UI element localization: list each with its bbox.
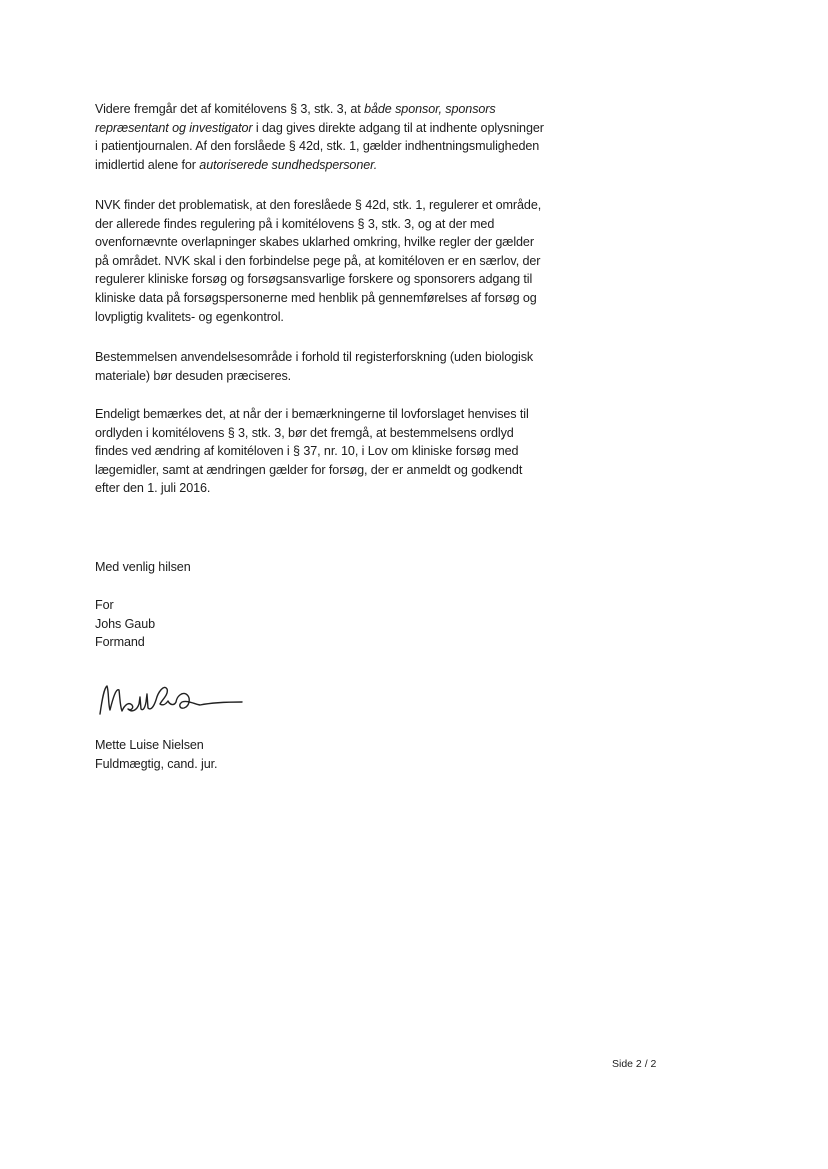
text-line: regulerer kliniske forsøg og forsøgsansvarlige forskere og sponsorers adgang til bbox=[95, 272, 533, 287]
text-line: materiale) bør desuden præciseres. bbox=[95, 368, 292, 383]
text-line: lovpligtig kvalitets- og egenkontrol. bbox=[95, 309, 284, 324]
closing-greeting: Med venlig hilsen bbox=[95, 560, 191, 574]
text-line: findes ved ændring af komitéloven i § 37, nr. 10, i Lov om kliniske forsøg med bbox=[95, 444, 519, 459]
italic-text-run: autoriserede sundhedspersoner. bbox=[199, 157, 378, 172]
signer-title: Fuldmægtig, cand. jur. bbox=[95, 756, 218, 771]
signer-name: Mette Luise Nielsen bbox=[95, 738, 204, 752]
signoff-block bbox=[95, 596, 595, 652]
handwritten-signature bbox=[96, 680, 246, 722]
text-run: i dag gives direkte adgang til at indhente oplysninger bbox=[252, 120, 544, 135]
paragraph-register-research bbox=[95, 348, 595, 385]
signer-block bbox=[95, 736, 595, 773]
text-line: ordlyden i komitélovens § 3, stk. 3, bør det fremgå, at bestemmelsens ordlyd bbox=[95, 425, 514, 440]
text-line bbox=[95, 119, 595, 138]
text-line: der allerede findes regulering på i komitélovens § 3, stk. 3, og at der med bbox=[95, 216, 495, 231]
italic-text-run: både sponsor, sponsors bbox=[364, 102, 496, 116]
signoff-title: Formand bbox=[95, 635, 145, 650]
text-line: NVK finder det problematisk, at den foreslåede § 42d, stk. 1, regulerer et område, bbox=[95, 198, 542, 212]
page-number: Side 2 / 2 bbox=[612, 1058, 657, 1070]
text-line: lægemidler, samt at ændringen gælder for forsøg, der er anmeldt og godkendt bbox=[95, 462, 523, 477]
signoff-name: Johs Gaub bbox=[95, 616, 156, 631]
text-line: Endeligt bemærkes det, at når der i bemærkningerne til lovforslaget henvises til bbox=[95, 407, 529, 421]
paragraph-access-rules bbox=[95, 100, 595, 174]
text-line: efter den 1. juli 2016. bbox=[95, 481, 211, 496]
text-run: Videre fremgår det af komitélovens § 3, stk. 3, at bbox=[95, 102, 365, 116]
signoff-for: For bbox=[95, 598, 114, 612]
text-line: Bestemmelsen anvendelsesområde i forhold til registerforskning (uden biologisk bbox=[95, 350, 534, 364]
text-line bbox=[95, 100, 595, 119]
text-line bbox=[95, 156, 595, 175]
italic-text-run: repræsentant og investigator bbox=[95, 120, 253, 135]
text-run: imidlertid alene for bbox=[95, 157, 200, 172]
text-line: på området. NVK skal i den forbindelse pege på, at komitéloven er en særlov, der bbox=[95, 253, 541, 268]
text-line: i patientjournalen. Af den forslåede § 42d, stk. 1, gælder indhentningsmuligheden bbox=[95, 139, 540, 154]
paragraph-nvk-concern bbox=[95, 196, 595, 326]
text-line: ovenfornævnte overlapninger skabes uklarhed omkring, hvilke regler der gælder bbox=[95, 235, 534, 250]
text-line: kliniske data på forsøgspersonerne med henblik på gennemførelses af forsøg og bbox=[95, 290, 537, 305]
paragraph-final-remark bbox=[95, 405, 595, 498]
